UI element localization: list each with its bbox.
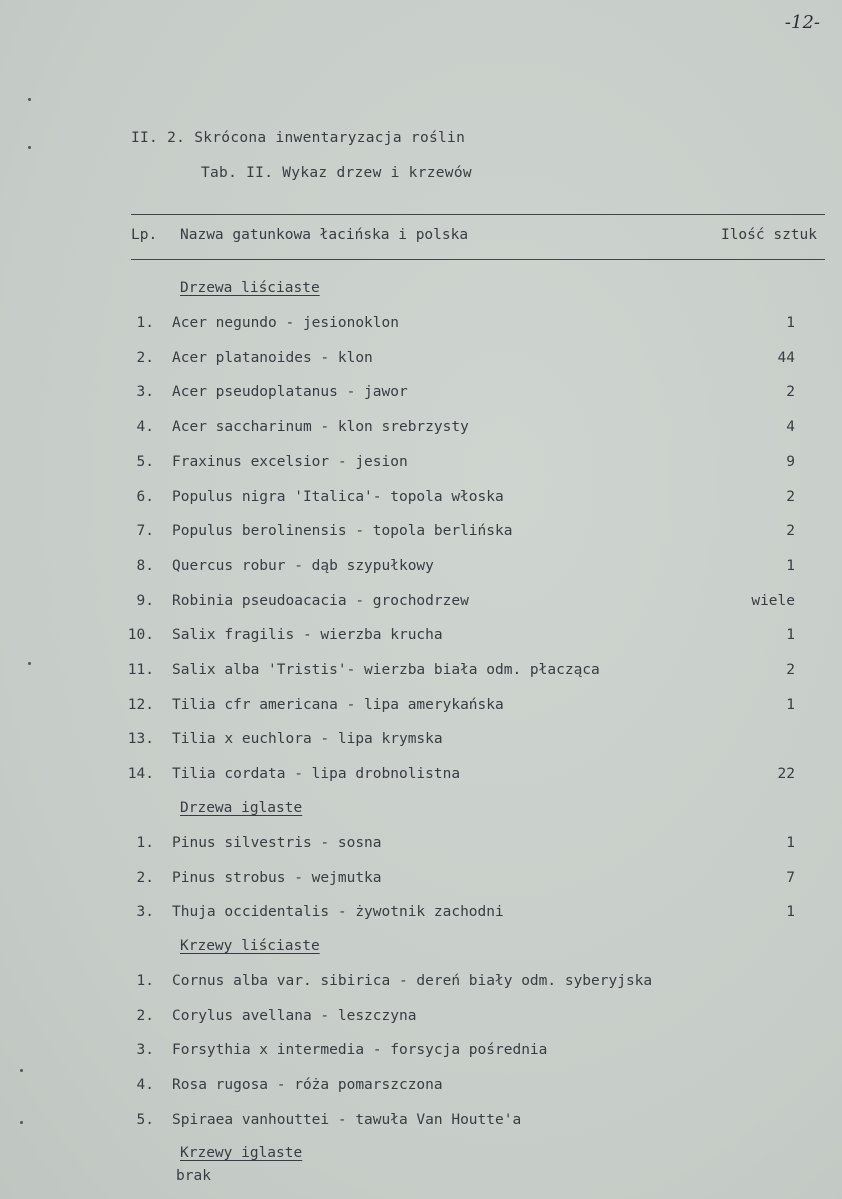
table-row bbox=[0, 384, 842, 404]
row-number: 2. bbox=[136, 1008, 154, 1024]
species-name: Cornus alba var. sibirica - dereń biały odm. syberyjska bbox=[172, 973, 653, 989]
row-number: 2. bbox=[136, 870, 154, 886]
row-number: 11. bbox=[127, 662, 154, 678]
quantity: 22 bbox=[777, 766, 795, 782]
row-number: 8. bbox=[136, 558, 154, 574]
table-row bbox=[0, 697, 842, 717]
quantity: wiele bbox=[751, 593, 795, 609]
species-name: Tilia cfr americana - lipa amerykańska bbox=[172, 697, 504, 713]
table-row bbox=[0, 350, 842, 370]
table-row bbox=[0, 419, 842, 439]
row-number: 10. bbox=[127, 627, 154, 643]
row-number: 3. bbox=[136, 904, 154, 920]
table-row bbox=[0, 489, 842, 509]
species-name: Tilia cordata - lipa drobnolistna bbox=[172, 766, 461, 782]
margin-mark bbox=[20, 1069, 23, 1072]
quantity: 4 bbox=[786, 419, 795, 435]
table-rule-bottom bbox=[131, 259, 825, 260]
row-number: 1. bbox=[136, 315, 154, 331]
species-name: Acer pseudoplatanus - jawor bbox=[172, 384, 408, 400]
table-row bbox=[0, 904, 842, 924]
row-number: 9. bbox=[136, 593, 154, 609]
species-name: Pinus silvestris - sosna bbox=[172, 835, 382, 851]
species-name: Spiraea vanhouttei - tawuła Van Houtte'a bbox=[172, 1112, 522, 1128]
table-row bbox=[0, 870, 842, 890]
table-row bbox=[0, 973, 842, 993]
quantity: 1 bbox=[786, 904, 795, 920]
table-row bbox=[0, 1112, 842, 1132]
quantity: 1 bbox=[786, 697, 795, 713]
section-heading: Krzewy iglaste bbox=[180, 1145, 303, 1161]
table-row bbox=[0, 593, 842, 613]
species-name: Robinia pseudoacacia - grochodrzew bbox=[172, 593, 469, 609]
quantity: 1 bbox=[786, 835, 795, 851]
species-name: Salix fragilis - wierzba krucha bbox=[172, 627, 443, 643]
empty-section-note: brak bbox=[176, 1168, 211, 1184]
species-name: Quercus robur - dąb szypułkowy bbox=[172, 558, 434, 574]
section-heading: Drzewa liściaste bbox=[180, 280, 320, 296]
table-row bbox=[0, 1077, 842, 1097]
species-name: Populus nigra 'Italica'- topola włoska bbox=[172, 489, 504, 505]
species-name: Tilia x euchlora - lipa krymska bbox=[172, 731, 443, 747]
species-name: Acer saccharinum - klon srebrzysty bbox=[172, 419, 469, 435]
row-number: 5. bbox=[136, 454, 154, 470]
row-number: 3. bbox=[136, 1042, 154, 1058]
row-number: 3. bbox=[136, 384, 154, 400]
row-number: 12. bbox=[127, 697, 154, 713]
row-number: 7. bbox=[136, 523, 154, 539]
species-name: Acer platanoides - klon bbox=[172, 350, 373, 366]
species-name: Rosa rugosa - róża pomarszczona bbox=[172, 1077, 443, 1093]
quantity: 2 bbox=[786, 384, 795, 400]
column-header-name: Nazwa gatunkowa łacińska i polska bbox=[180, 227, 469, 243]
species-name: Salix alba 'Tristis'- wierzba biała odm. płacząca bbox=[172, 662, 600, 678]
quantity: 1 bbox=[786, 315, 795, 331]
margin-mark bbox=[28, 146, 31, 149]
row-number: 4. bbox=[136, 1077, 154, 1093]
quantity: 1 bbox=[786, 627, 795, 643]
species-name: Thuja occidentalis - żywotnik zachodni bbox=[172, 904, 504, 920]
table-row bbox=[0, 627, 842, 647]
column-header-lp: Lp. bbox=[131, 227, 158, 243]
species-name: Acer negundo - jesionoklon bbox=[172, 315, 399, 331]
quantity: 1 bbox=[786, 558, 795, 574]
species-name: Fraxinus excelsior - jesion bbox=[172, 454, 408, 470]
table-rule-top bbox=[131, 214, 825, 215]
table-title: Tab. II. Wykaz drzew i krzewów bbox=[201, 165, 472, 181]
row-number: 13. bbox=[127, 731, 154, 747]
table-row bbox=[0, 766, 842, 786]
species-name: Forsythia x intermedia - forsycja pośrednia bbox=[172, 1042, 548, 1058]
quantity: 9 bbox=[786, 454, 795, 470]
row-number: 1. bbox=[136, 835, 154, 851]
table-row bbox=[0, 835, 842, 855]
row-number: 6. bbox=[136, 489, 154, 505]
row-number: 14. bbox=[127, 766, 154, 782]
quantity: 2 bbox=[786, 489, 795, 505]
row-number: 2. bbox=[136, 350, 154, 366]
table-row bbox=[0, 731, 842, 751]
document-heading: II. 2. Skrócona inwentaryzacja roślin bbox=[131, 130, 466, 146]
row-number: 5. bbox=[136, 1112, 154, 1128]
row-number: 4. bbox=[136, 419, 154, 435]
table-row bbox=[0, 558, 842, 578]
row-number: 1. bbox=[136, 973, 154, 989]
species-name: Populus berolinensis - topola berlińska bbox=[172, 523, 513, 539]
section-heading: Krzewy liściaste bbox=[180, 938, 320, 954]
margin-mark bbox=[28, 98, 31, 101]
quantity: 7 bbox=[786, 870, 795, 886]
table-row bbox=[0, 454, 842, 474]
section-heading: Drzewa iglaste bbox=[180, 800, 303, 816]
species-name: Corylus avellana - leszczyna bbox=[172, 1008, 417, 1024]
table-row bbox=[0, 523, 842, 543]
species-name: Pinus strobus - wejmutka bbox=[172, 870, 382, 886]
column-header-quantity: Ilość sztuk bbox=[720, 227, 817, 243]
table-row bbox=[0, 315, 842, 335]
quantity: 44 bbox=[777, 350, 795, 366]
table-row bbox=[0, 1042, 842, 1062]
quantity: 2 bbox=[786, 523, 795, 539]
quantity: 2 bbox=[786, 662, 795, 678]
table-row bbox=[0, 1008, 842, 1028]
table-row bbox=[0, 662, 842, 682]
page-number: -12- bbox=[784, 12, 820, 33]
